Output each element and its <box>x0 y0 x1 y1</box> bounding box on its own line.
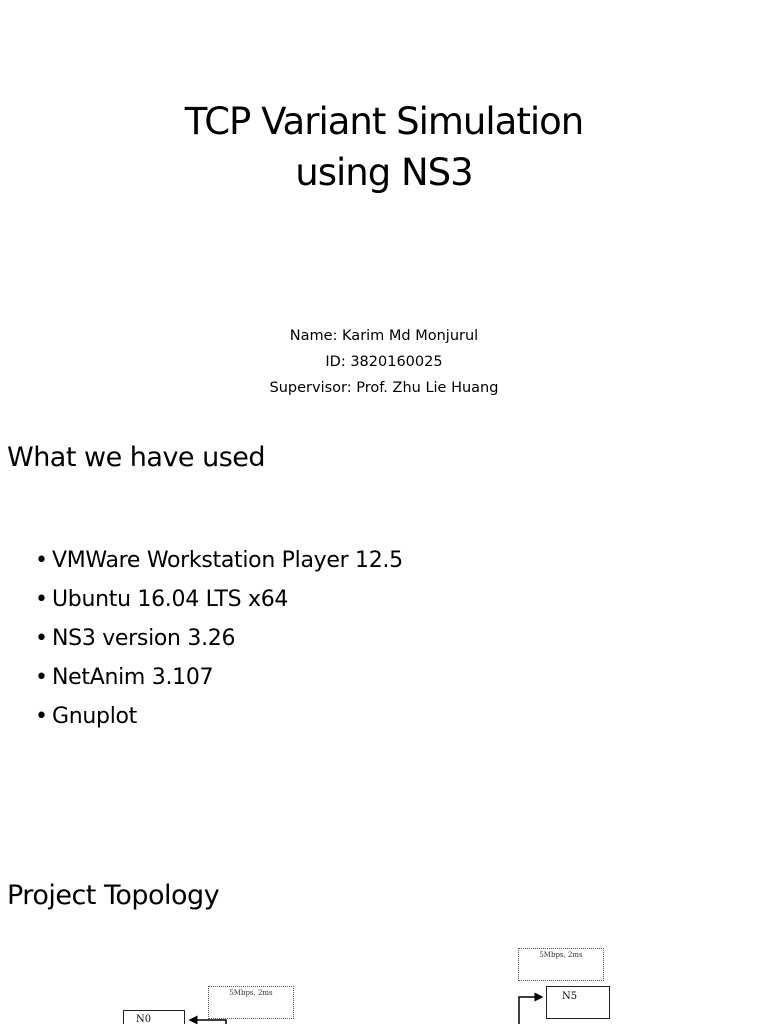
bullet-icon: • <box>35 665 48 690</box>
bullet-icon: • <box>35 626 48 651</box>
title-line-1: TCP Variant Simulation <box>184 100 584 143</box>
link-label-box <box>208 986 294 1019</box>
title-slide <box>0 0 768 430</box>
node-n5 <box>546 986 610 1019</box>
supervisor-name: Supervisor: Prof. Zhu Lie Huang <box>269 380 499 396</box>
list-item-text: NetAnim 3.107 <box>52 665 214 690</box>
list-item-text: NS3 version 3.26 <box>52 626 236 651</box>
bullet-icon: • <box>35 587 48 612</box>
list-item-text: VMWare Workstation Player 12.5 <box>52 548 403 573</box>
list-item <box>35 658 403 697</box>
node-label: N0 <box>136 1014 152 1024</box>
tools-list <box>35 541 403 736</box>
topology-diagram <box>0 930 768 1024</box>
bullet-icon: • <box>35 548 48 573</box>
list-item <box>35 697 403 736</box>
author-id: ID: 3820160025 <box>325 354 443 370</box>
link-label-box <box>518 948 604 981</box>
title-line-2: using NS3 <box>295 151 473 194</box>
link-arrow-n0 <box>190 1020 226 1024</box>
author-name: Name: Karim Md Monjurul <box>289 328 479 344</box>
node-label: N5 <box>562 991 578 1002</box>
bullet-icon: • <box>35 704 48 729</box>
list-item-text: Ubuntu 16.04 LTS x64 <box>52 587 289 612</box>
link-arrow-n5 <box>519 997 542 1024</box>
list-item <box>35 541 403 580</box>
link-label: 5Mbps, 2ms <box>539 951 583 959</box>
list-item <box>35 580 403 619</box>
topology-heading: Project Topology <box>7 880 220 911</box>
node-n0 <box>123 1010 185 1024</box>
link-label: 5Mbps, 2ms <box>229 989 273 997</box>
tools-heading: What we have used <box>7 442 266 473</box>
author-info <box>0 323 768 401</box>
topology-connectors <box>0 930 768 1024</box>
presentation-title <box>0 96 768 198</box>
list-item <box>35 619 403 658</box>
list-item-text: Gnuplot <box>52 704 137 729</box>
